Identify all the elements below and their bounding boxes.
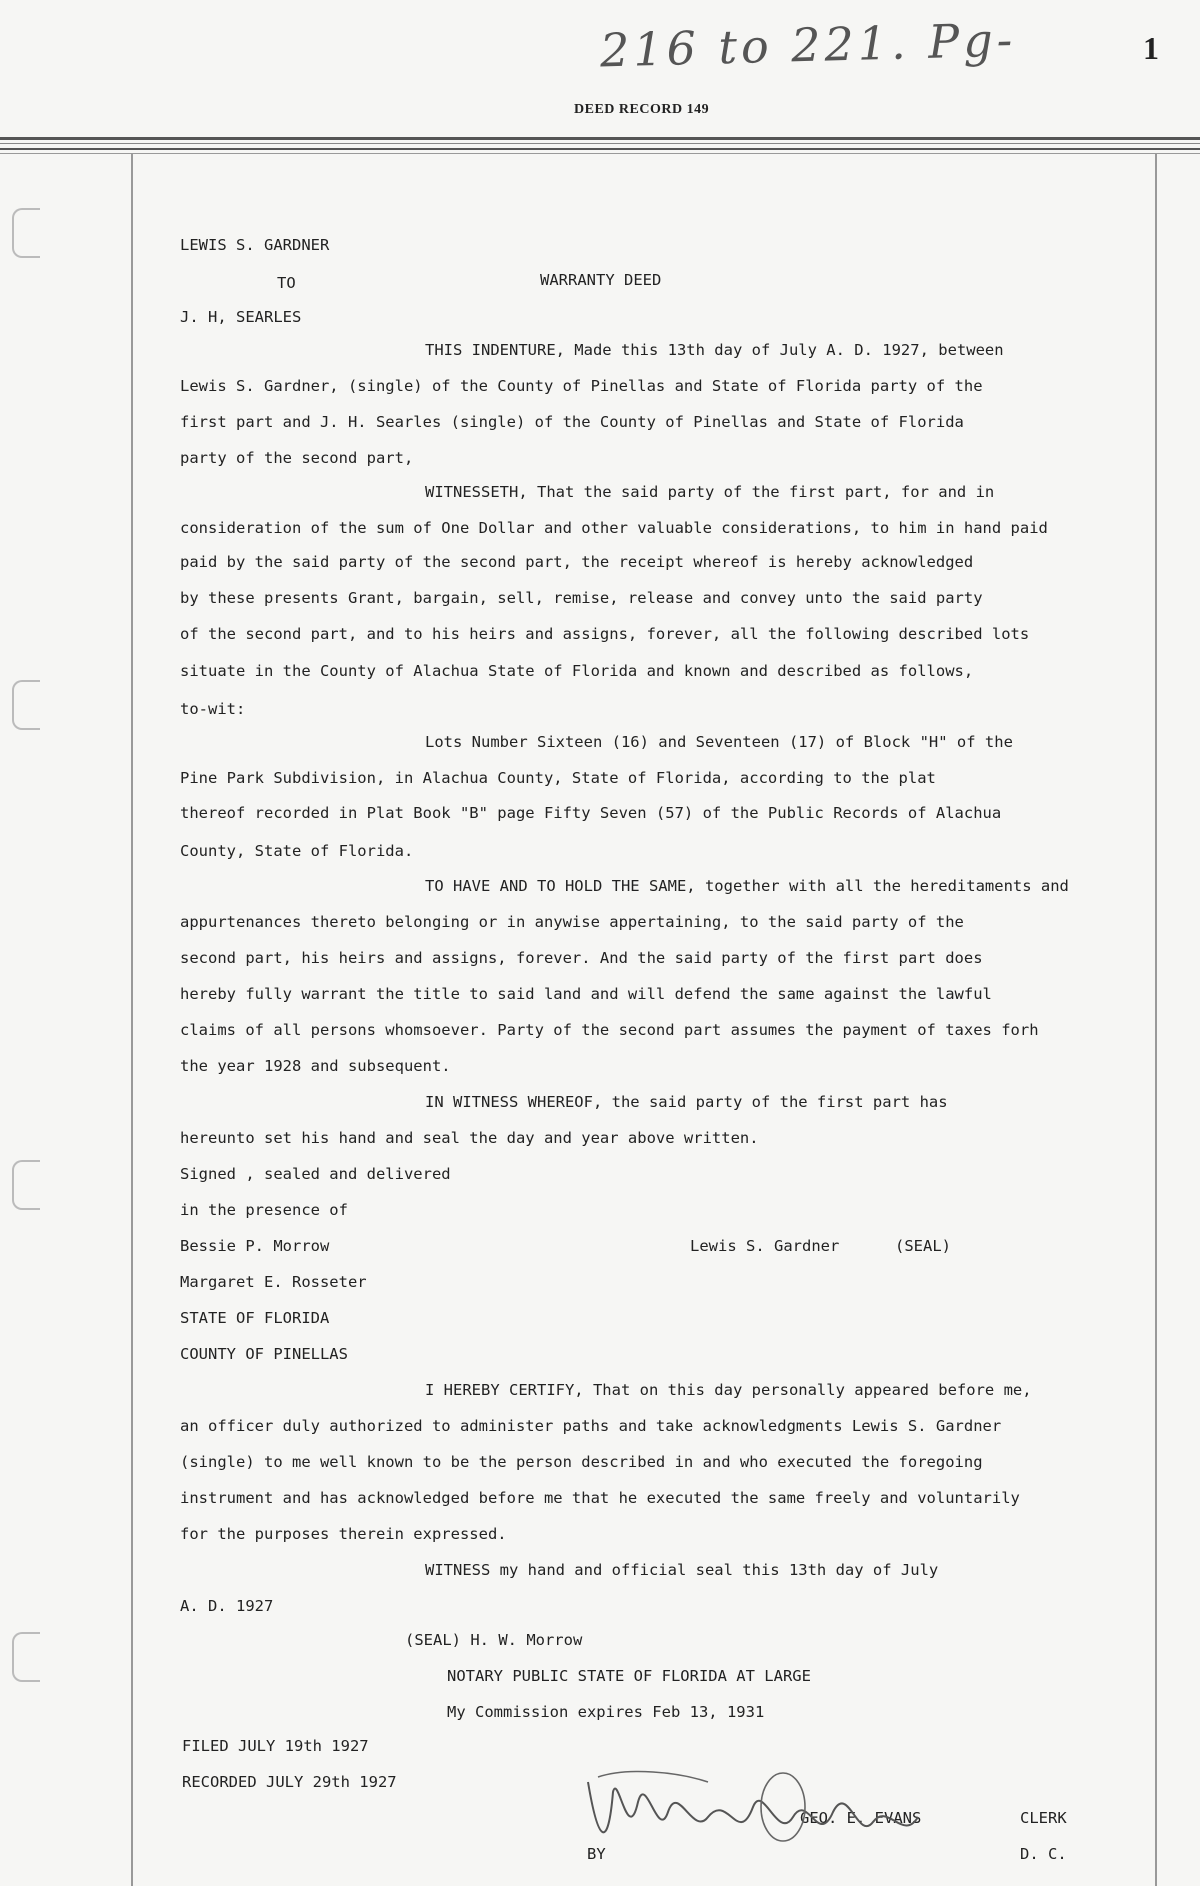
body-line: to-wit:	[180, 700, 246, 718]
page-number: 1	[1143, 30, 1159, 66]
deputy-clerk-signature	[568, 1762, 948, 1862]
body-line: Signed , sealed and delivered	[180, 1165, 451, 1183]
body-line: the year 1928 and subsequent.	[180, 1057, 451, 1075]
document-type: WARRANTY DEED	[540, 271, 662, 289]
body-line: paid by the said party of the second part, the receipt whereof is hereby acknowledged	[180, 553, 974, 571]
body-line: first part and J. H. Searles (single) of the County of Pinellas and State of Florida	[180, 413, 964, 431]
binder-ring	[12, 1632, 40, 1682]
body-line: I HEREBY CERTIFY, That on this day personally appeared before me,	[425, 1381, 1032, 1399]
header-rule	[0, 143, 1200, 144]
witness-name: Bessie P. Morrow	[180, 1237, 330, 1255]
body-line: in the presence of	[180, 1201, 348, 1219]
binder-ring	[12, 208, 40, 258]
body-line: WITNESS my hand and official seal this 13th day of July	[425, 1561, 939, 1579]
body-line: Lewis S. Gardner, (single) of the County of Pinellas and State of Florida party of the	[180, 377, 983, 395]
record-title: DEED RECORD 149	[574, 102, 710, 117]
body-line: consideration of the sum of One Dollar and other valuable considerations, to him in hand paid	[180, 519, 1048, 537]
body-line: TO HAVE AND TO HOLD THE SAME, together with all the hereditaments and	[425, 877, 1069, 895]
body-line: Pine Park Subdivision, in Alachua County, State of Florida, according to the plat	[180, 769, 936, 787]
body-line: of the second part, and to his heirs and assigns, forever, all the following described lots	[180, 625, 1030, 643]
body-line: IN WITNESS WHEREOF, the said party of the first part has	[425, 1093, 948, 1111]
body-line: thereof recorded in Plat Book "B" page Fifty Seven (57) of the Public Records of Alachua	[180, 804, 1002, 822]
binder-ring	[12, 1160, 40, 1210]
seal-mark: (SEAL)	[895, 1237, 951, 1255]
body-line: an officer duly authorized to administer paths and take acknowledgments Lewis S. Gardner	[180, 1417, 1002, 1435]
by-label: BY	[587, 1845, 606, 1863]
right-margin-line	[1155, 154, 1157, 1886]
body-line: THIS INDENTURE, Made this 13th day of July A. D. 1927, between	[425, 341, 1004, 359]
deputy-clerk-label: D. C.	[1020, 1845, 1067, 1863]
body-line: hereunto set his hand and seal the day and year above written.	[180, 1129, 759, 1147]
body-line: for the purposes therein expressed.	[180, 1525, 507, 1543]
header-rule	[0, 137, 1200, 140]
parties-to: TO	[277, 274, 296, 292]
binder-ring	[12, 680, 40, 730]
commission-expiry: My Commission expires Feb 13, 1931	[447, 1703, 765, 1721]
handwritten-page-range: 216 to 221. Pg-	[599, 12, 1017, 78]
body-line: WITNESSETH, That the said party of the first part, for and in	[425, 483, 995, 501]
body-line: second part, his heirs and assigns, forever. And the said party of the first part does	[180, 949, 983, 967]
body-line: A. D. 1927	[180, 1597, 274, 1615]
body-line: situate in the County of Alachua State of Florida and known and described as follows,	[180, 662, 974, 680]
body-line: by these presents Grant, bargain, sell, remise, release and convey unto the said party	[180, 589, 983, 607]
clerk-title: CLERK	[1020, 1809, 1067, 1827]
grantor-signature-name: Lewis S. Gardner	[690, 1237, 840, 1255]
header-rule	[0, 153, 1200, 154]
state-line: STATE OF FLORIDA	[180, 1309, 330, 1327]
notary-title: NOTARY PUBLIC STATE OF FLORIDA AT LARGE	[447, 1667, 811, 1685]
body-line: appurtenances thereto belonging or in anywise appertaining, to the said party of the	[180, 913, 964, 931]
body-line: (single) to me well known to be the person described in and who executed the foregoing	[180, 1453, 983, 1471]
county-line: COUNTY OF PINELLAS	[180, 1345, 348, 1363]
notary-name: (SEAL) H. W. Morrow	[405, 1631, 583, 1649]
grantee-name: J. H, SEARLES	[180, 308, 302, 326]
header-rule	[0, 148, 1200, 150]
grantor-name: LEWIS S. GARDNER	[180, 236, 330, 254]
recorded-date: RECORDED JULY 29th 1927	[182, 1773, 397, 1791]
body-line: County, State of Florida.	[180, 842, 414, 860]
body-line: instrument and has acknowledged before me that he executed the same freely and voluntarily	[180, 1489, 1020, 1507]
body-line: party of the second part,	[180, 449, 414, 467]
left-margin-line	[131, 154, 133, 1886]
filed-date: FILED JULY 19th 1927	[182, 1737, 369, 1755]
body-line: claims of all persons whomsoever. Party of the second part assumes the payment of taxes forh	[180, 1021, 1039, 1039]
clerk-name: GEO. E. EVANS	[800, 1809, 922, 1827]
witness-name: Margaret E. Rosseter	[180, 1273, 367, 1291]
body-line: hereby fully warrant the title to said land and will defend the same against the lawful	[180, 985, 992, 1003]
body-line: Lots Number Sixteen (16) and Seventeen (17) of Block "H" of the	[425, 733, 1013, 751]
